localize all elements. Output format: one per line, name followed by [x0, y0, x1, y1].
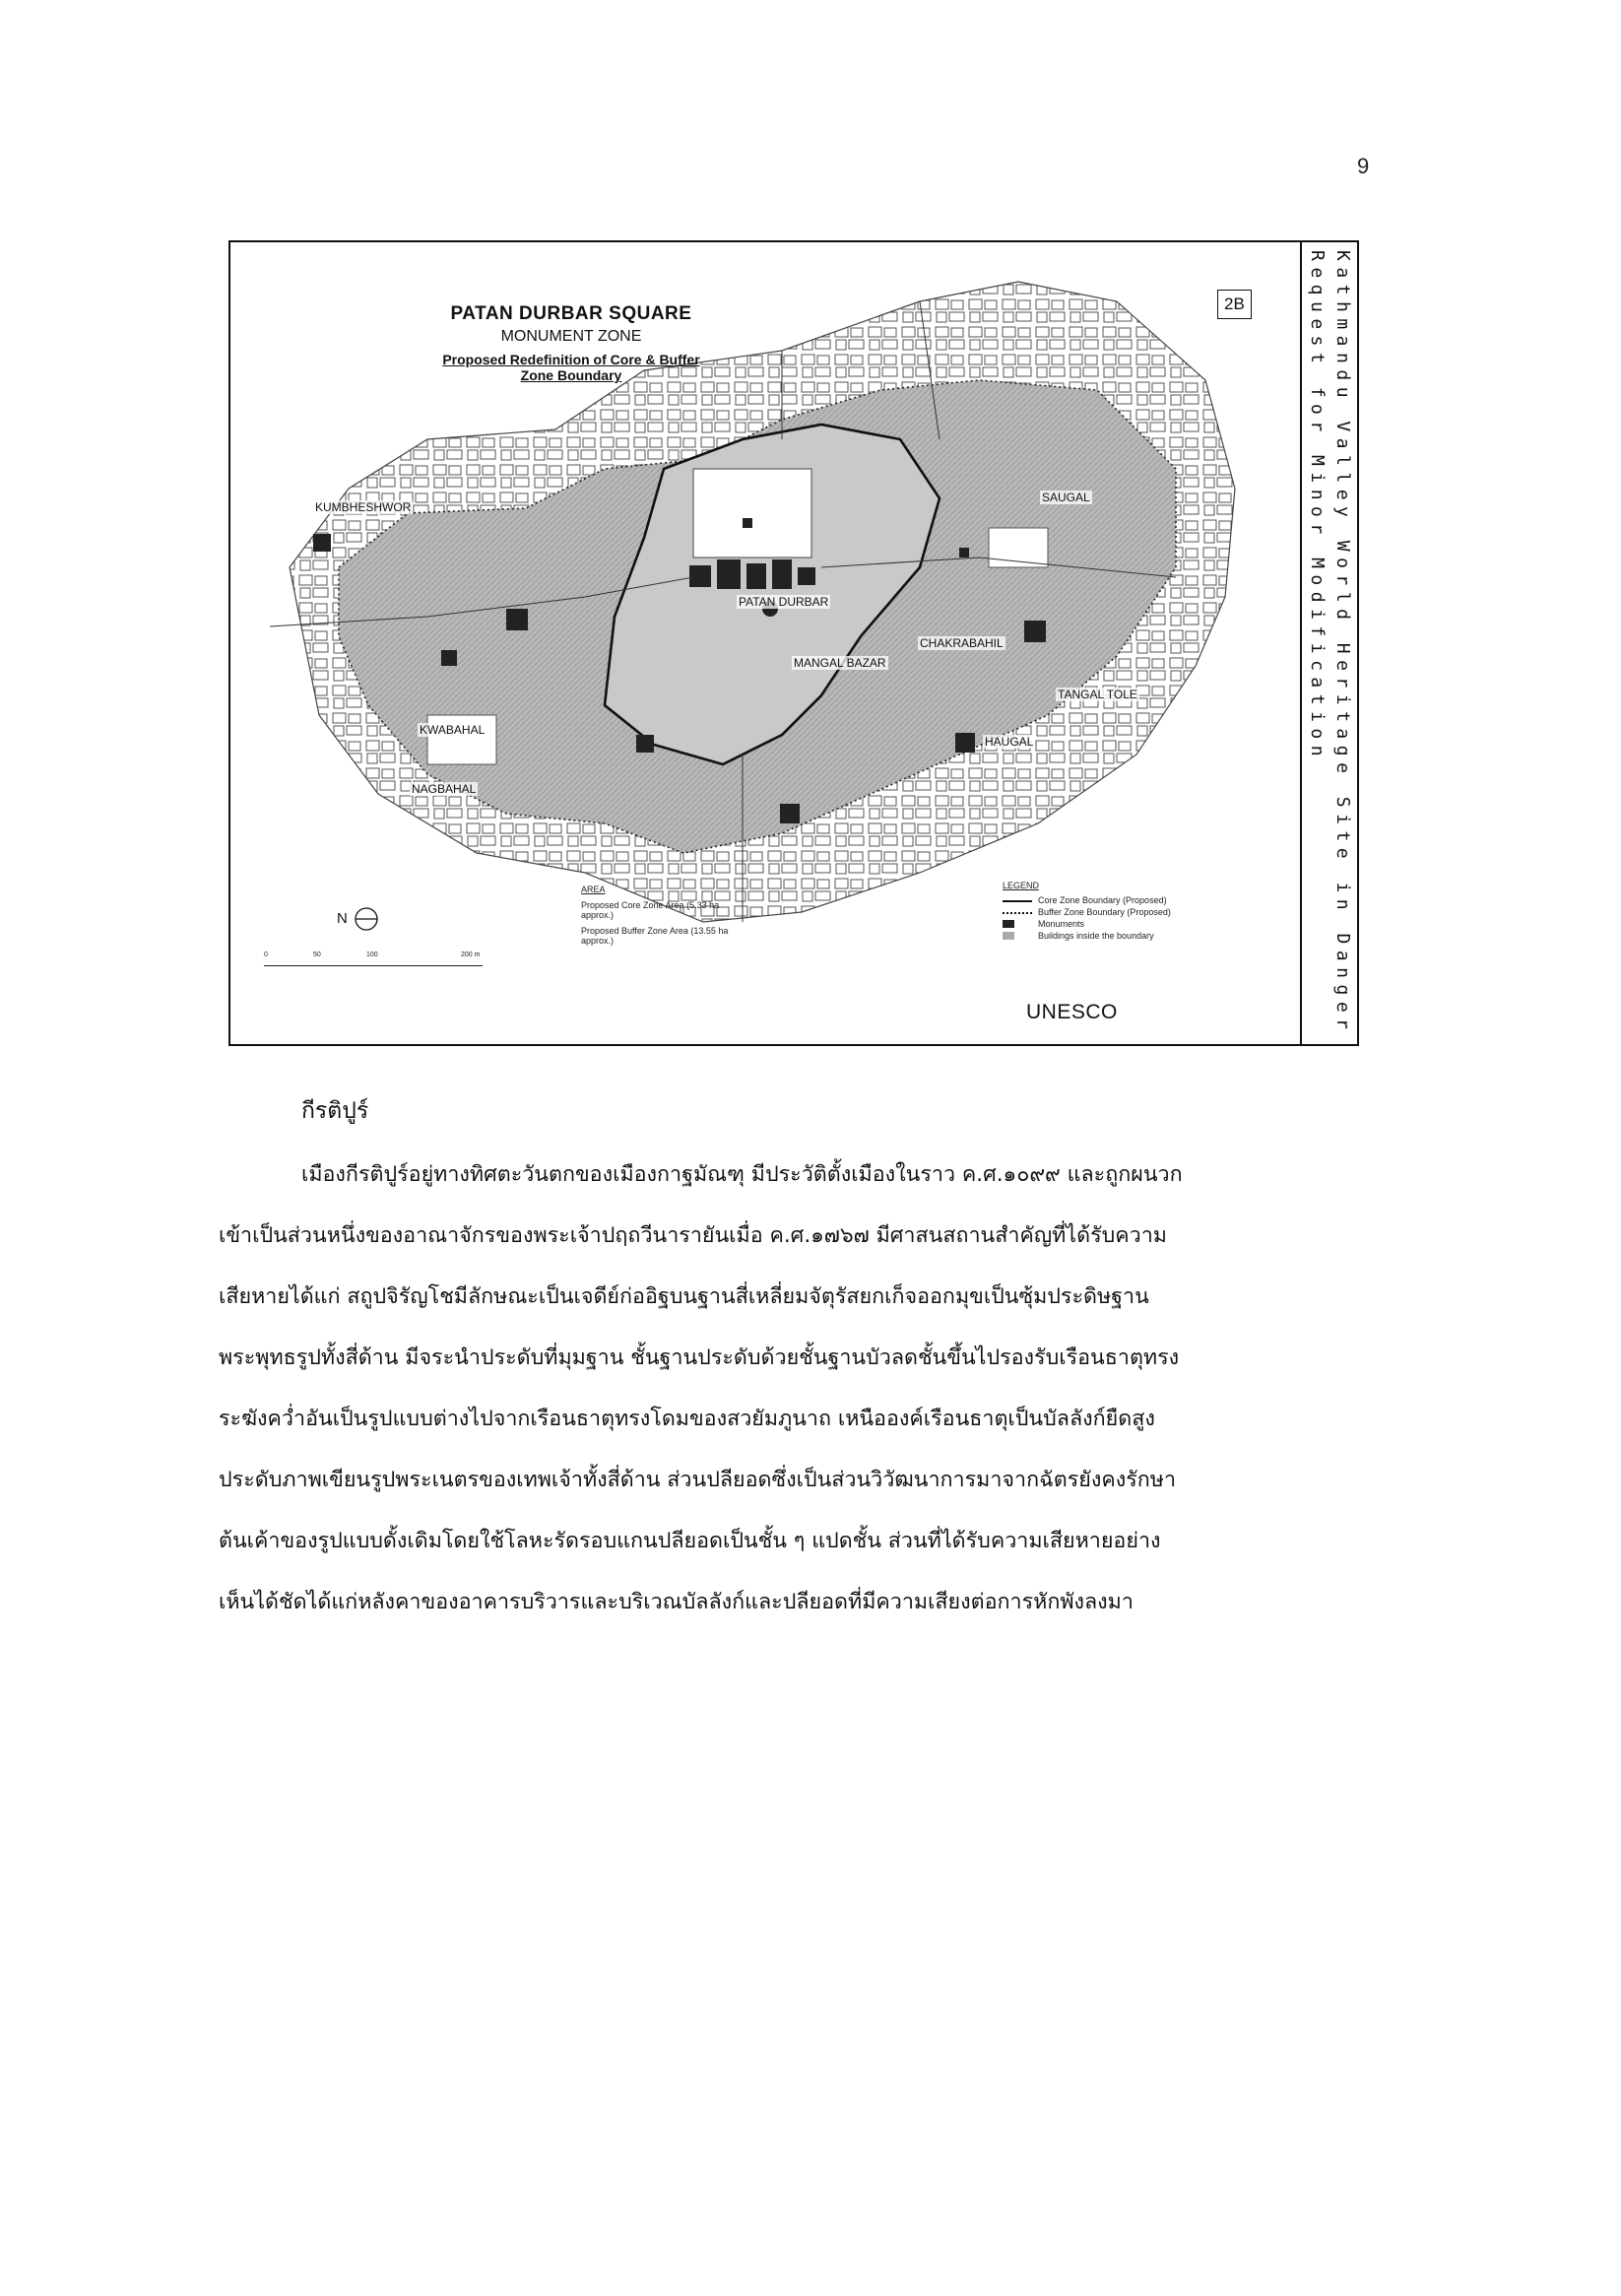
paragraph-line: เสียหายได้แก่ สถูปจิรัญโชมีลักษณะเป็นเจดีย์ก่ออิฐบนฐานสี่เหลี่ยมจัตุรัสยกเก็จออกมุขเป็นซุ้มประดิษฐาน: [219, 1284, 1149, 1309]
paragraph-line: ระฆังคว่ำอันเป็นรูปแบบต่างไปจากเรือนธาตุทรงโดมของสวยัมภูนาถ เหนือองค์เรือนธาตุเป็นบัลลังก์ยืดสูง: [219, 1407, 1155, 1431]
place-label-tangal-tole: TANGAL TOLE: [1058, 688, 1137, 701]
legend-item: Buffer Zone Boundary (Proposed): [1003, 906, 1171, 918]
place-label-nagbahal: NAGBAHAL: [412, 782, 477, 796]
map-area-note: [581, 885, 729, 946]
place-label-kumbheshwor: KUMBHESHWOR: [315, 500, 412, 514]
map-figure: [228, 240, 1359, 1046]
place-label-mangal-bazar: MANGAL BAZAR: [794, 656, 886, 670]
map-legend: [1003, 881, 1171, 942]
caption-divider: [1300, 242, 1302, 1044]
area-heading: AREA: [581, 885, 606, 894]
legend-item: Buildings inside the boundary: [1003, 930, 1171, 942]
scale-label: 0: [264, 951, 268, 958]
place-label-kwabahal: KWABAHAL: [420, 723, 486, 737]
core-line-swatch: [1003, 900, 1032, 902]
north-label: N: [337, 909, 348, 927]
scale-label: 100: [366, 951, 378, 958]
building-swatch: [1003, 932, 1014, 940]
scale-label: 200 m: [461, 951, 481, 958]
map-subtitle: MONUMENT ZONE: [500, 328, 642, 345]
place-label-patan-durbar: PATAN DURBAR: [739, 595, 829, 609]
scale-label: 50: [313, 951, 321, 958]
legend-item: Core Zone Boundary (Proposed): [1003, 894, 1171, 906]
paragraph-line: ประดับภาพเขียนรูปพระเนตรของเทพเจ้าทั้งสี่ด้าน ส่วนปลียอดซึ่งเป็นส่วนวิวัฒนาการมาจากฉัตรยังคงรักษา: [219, 1468, 1177, 1492]
area-buffer-text: Proposed Buffer Zone Area (13.55 ha approx.): [581, 926, 729, 946]
place-label-haugal: HAUGAL: [985, 735, 1034, 749]
page-number: 9: [1357, 154, 1370, 178]
monument-swatch: [1003, 920, 1014, 928]
paragraph-line: ต้นเค้าของรูปแบบดั้งเดิมโดยใช้โลหะรัดรอบแกนปลียอดเป็นชั้น ๆ แปดชั้น ส่วนที่ได้รับความเสียหายอย่าง: [219, 1529, 1161, 1553]
north-arrow-icon: [352, 904, 381, 934]
map-title-line3: Proposed Redefinition of Core & Buffer: [442, 352, 700, 367]
legend-heading: LEGEND: [1003, 881, 1040, 890]
map-title-block: [423, 303, 719, 383]
area-core-text: Proposed Core Zone Area (5.33 ha approx.): [581, 900, 720, 920]
paragraph-line: พระพุทธรูปทั้งสี่ด้าน มีจระนำประดับที่มุมฐาน ชั้นฐานประดับด้วยชั้นฐานบัวลดชั้นขึ้นไปรองรับเรือนธาตุทรง: [219, 1345, 1180, 1370]
figure-side-caption-subtitle: Request for Minor Modification: [1307, 250, 1328, 763]
figure-source: UNESCO: [1026, 1001, 1118, 1023]
scale-line: [264, 965, 483, 966]
legend-item: Monuments: [1003, 918, 1171, 930]
north-arrow: [337, 904, 381, 934]
buffer-line-swatch: [1003, 912, 1032, 914]
section-paragraph: [219, 1145, 1365, 1633]
place-label-chakrabahil: CHAKRABAHIL: [920, 636, 1004, 650]
map-title: PATAN DURBAR SQUARE: [450, 303, 692, 324]
section-heading: กีรติปูร์: [301, 1098, 369, 1124]
paragraph-line: เมืองกีรติปูร์อยู่ทางทิศตะวันตกของเมืองกาฐมัณฑุ มีประวัติตั้งเมืองในราว ค.ศ.๑๐๙๙ และถูกผนวก: [301, 1162, 1183, 1187]
map-badge: 2B: [1217, 290, 1252, 319]
paragraph-line: เข้าเป็นส่วนหนึ่งของอาณาจักรของพระเจ้าปฤถวีนารายันเมื่อ ค.ศ.๑๗๖๗ มีศาสนสถานสำคัญที่ได้รับความ: [219, 1223, 1167, 1248]
figure-side-caption-title: Kathmandu Valley World Heritage Site in Danger: [1332, 250, 1353, 1036]
map-title-line4: Zone Boundary: [520, 367, 622, 383]
place-label-saugal: SAUGAL: [1042, 491, 1090, 504]
paragraph-line: เห็นได้ชัดได้แก่หลังคาของอาคารบริวารและบริเวณบัลลังก์และปลียอดที่มีความเสียงต่อการหักพังลงมา: [219, 1590, 1134, 1614]
